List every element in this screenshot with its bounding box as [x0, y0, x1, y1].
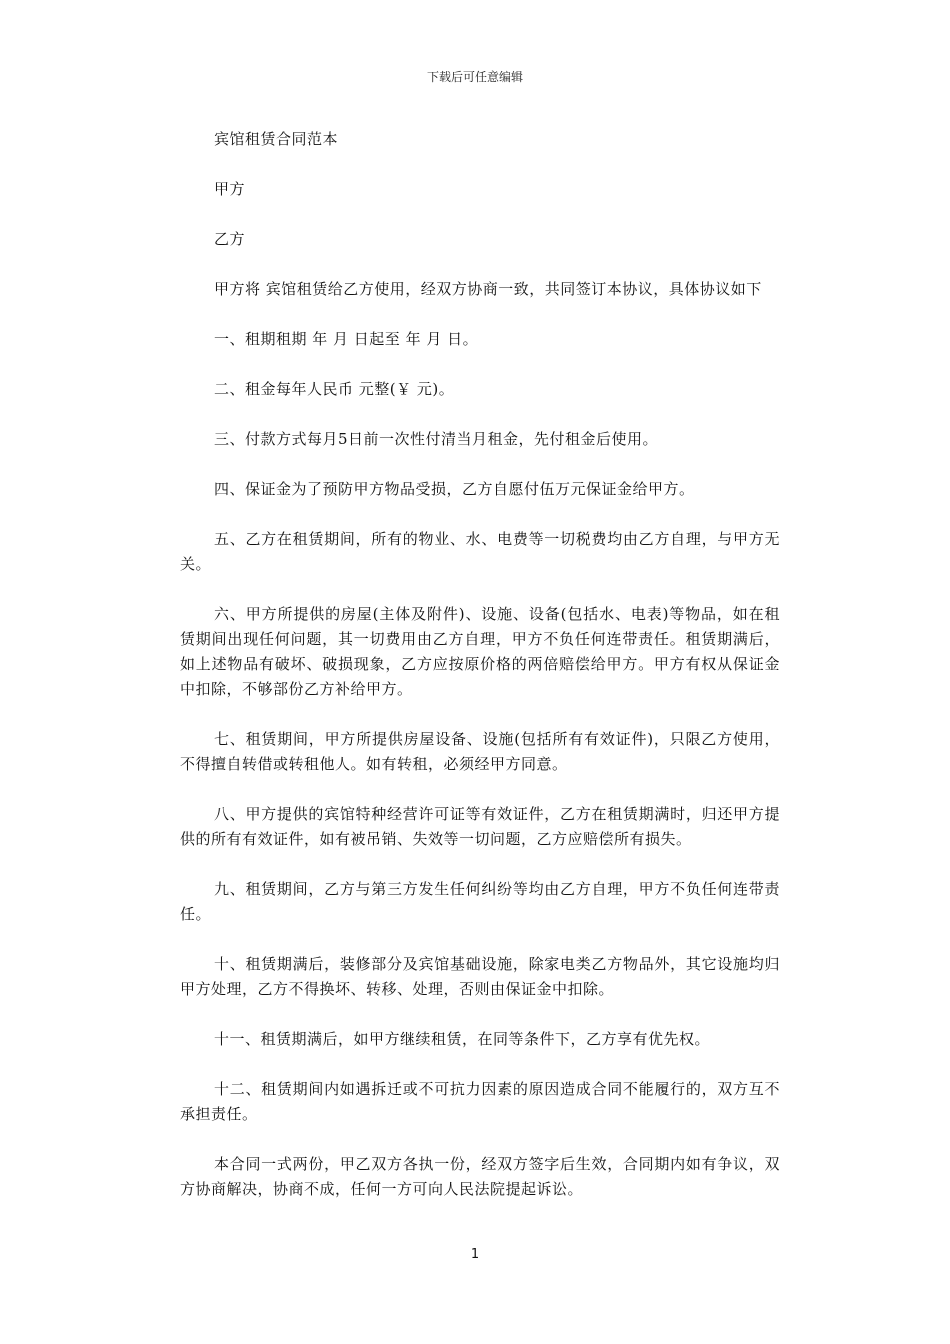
clause-3-payment: 三、付款方式每月5日前一次性付清当月租金，先付租金后使用。 [214, 430, 659, 448]
party-a-label: 甲方 [214, 180, 246, 198]
paragraph-intro: 甲方将 宾馆租赁给乙方使用，经双方协商一致，共同签订本协议，具体协议如下 [214, 280, 762, 298]
clause-11-priority: 十一、租赁期满后，如甲方继续租赁，在同等条件下，乙方享有优先权。 [214, 1030, 711, 1048]
clause-4-deposit: 四、保证金为了预防甲方物品受损，乙方自愿付伍万元保证金给甲方。 [214, 480, 695, 498]
party-b-label: 乙方 [214, 230, 246, 248]
clause-7-usage: 七、租赁期间，甲方所提供房屋设备、设施(包括所有有效证件)，只限乙方使用，不得擅自转借或转租他人。如有转租，必须经甲方同意。 [180, 730, 780, 773]
page-header-note: 下载后可任意编辑 [426, 70, 523, 84]
clause-9-disputes: 九、租赁期间，乙方与第三方发生任何纠纷等均由乙方自理，甲方不负任何连带责任。 [180, 880, 780, 923]
clause-12-force-majeure: 十二、租赁期间内如遇拆迁或不可抗力因素的原因造成合同不能履行的，双方互不承担责任。 [180, 1080, 780, 1123]
clause-5-fees: 五、乙方在租赁期间，所有的物业、水、电费等一切税费均由乙方自理，与甲方无关。 [180, 530, 780, 573]
document-body [180, 127, 780, 1227]
clause-6-facilities: 六、甲方所提供的房屋(主体及附件)、设施、设备(包括水、电表)等物品，如在租赁期间出现任何问题，其一切费用由乙方自理，甲方不负任何连带责任。租赁期满后，如上述物品有破坏、破损现象，乙方应按原价格的两倍赔偿给甲方。甲方有权从保证金中扣除，不够部份乙方补给甲方。 [180, 605, 780, 698]
clause-2-rent: 二、租金每年人民币 元整(￥ 元)。 [214, 380, 455, 398]
closing-paragraph: 本合同一式两份，甲乙双方各执一份，经双方签字后生效，合同期内如有争议，双方协商解决，协商不成，任何一方可向人民法院提起诉讼。 [180, 1155, 780, 1198]
clause-1-term: 一、租期租期 年 月 日起至 年 月 日。 [214, 330, 479, 348]
document-title: 宾馆租赁合同范本 [214, 130, 339, 148]
page-number: 1 [470, 1247, 480, 1262]
clause-10-renovation: 十、租赁期满后，装修部分及宾馆基础设施，除家电类乙方物品外，其它设施均归甲方处理，乙方不得换坏、转移、处理，否则由保证金中扣除。 [180, 955, 780, 998]
clause-8-licenses: 八、甲方提供的宾馆特种经营许可证等有效证件，乙方在租赁期满时，归还甲方提供的所有有效证件，如有被吊销、失效等一切问题，乙方应赔偿所有损失。 [180, 805, 780, 848]
